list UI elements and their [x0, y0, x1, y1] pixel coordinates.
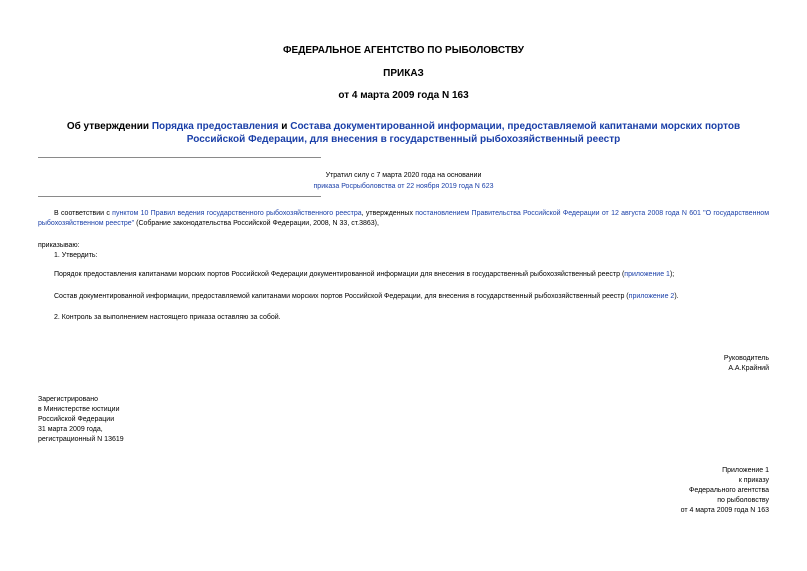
appendix-header-block	[681, 466, 769, 516]
order-item-2: 2. Контроль за выполнением настоящего приказа оставляю за собой.	[54, 314, 281, 321]
doc-type-heading: ПРИКАЗ	[383, 68, 424, 79]
registration-line-4: 31 марта 2009 года,	[38, 426, 103, 433]
appendix-1-link[interactable]: приложение 1	[624, 271, 670, 278]
order-item-1: 1. Утвердить:	[54, 252, 98, 259]
preamble-text-3: (Собрание законодательства Российской Федерации, 2008, N 33, ст.3863),	[134, 220, 379, 227]
order-word: приказываю:	[38, 242, 80, 249]
appendix-1-text: Порядок предоставления капитанами морских портов Российской Федерации документированной информации для внесения в государственный рыбохозяйственный реестр (	[54, 271, 625, 278]
signature-role: Руководитель	[723, 355, 769, 362]
signature-block	[724, 354, 769, 374]
title-link-procedure[interactable]: Порядка предоставления	[151, 121, 279, 132]
appendix-header-line-2: к приказу	[738, 477, 769, 484]
status-note	[38, 170, 769, 192]
agency-heading: ФЕДЕРАЛЬНОЕ АГЕНТСТВО ПО РЫБОЛОВСТВУ	[283, 45, 524, 56]
appendix-header-line-4: по рыболовству	[717, 497, 769, 504]
preamble-paragraph	[38, 209, 769, 229]
appendix-header-line-5: от 4 марта 2009 года N 163	[680, 507, 769, 514]
doc-date-heading: от 4 марта 2009 года N 163	[338, 90, 469, 101]
preamble-link-rules[interactable]: пунктом 10 Правил ведения государственного рыбохозяйственного реестра	[112, 210, 362, 217]
appendix-header-line-1: Приложение 1	[722, 467, 769, 474]
order-appendix-2-line	[54, 292, 785, 302]
appendix-1-end: );	[669, 271, 675, 278]
signature-name: А.А.Крайний	[728, 365, 769, 372]
preamble-text-2: , утвержденных	[361, 210, 416, 217]
divider-top	[38, 157, 321, 158]
registration-line-2: в Министерстве юстиции	[38, 406, 120, 413]
title-prefix: Об утверждении	[66, 121, 152, 132]
appendix-2-end: ).	[674, 293, 679, 300]
preamble-text-1: В соответствии с	[54, 210, 113, 217]
registration-line-1: Зарегистрировано	[38, 396, 98, 403]
appendix-header-line-3: Федерального агентства	[689, 487, 769, 494]
status-link[interactable]: приказа Росрыболовства от 22 ноября 2019 года N 623	[313, 183, 494, 190]
registration-line-3: Российской Федерации	[38, 416, 115, 423]
registration-line-5: регистрационный N 13619	[38, 436, 124, 443]
title-link-composition[interactable]: Состава документированной информации, предоставляемой капитанами морских портов Российской Федерации, для внесения в государственный рыбохозяйственный реестр	[186, 121, 741, 145]
doc-title	[38, 120, 769, 146]
divider-bottom	[38, 196, 321, 197]
appendix-2-text: Состав документированной информации, предоставляемой капитанами морских портов Российской Федерации, для внесения в государственный рыбохозяйственный реестр (	[54, 293, 629, 300]
title-mid: и	[278, 121, 291, 132]
status-line: Утратил силу с 7 марта 2020 года на основании	[325, 172, 482, 179]
appendix-2-link[interactable]: приложение 2	[628, 293, 675, 300]
preamble-link-resolution[interactable]: постановлением Правительства Российской Федерации от 12 августа 2008 года N 601 "О государственном рыбохозяйственном реестре"	[38, 210, 770, 227]
registration-block	[38, 395, 124, 445]
order-appendix-1-line	[54, 270, 785, 280]
